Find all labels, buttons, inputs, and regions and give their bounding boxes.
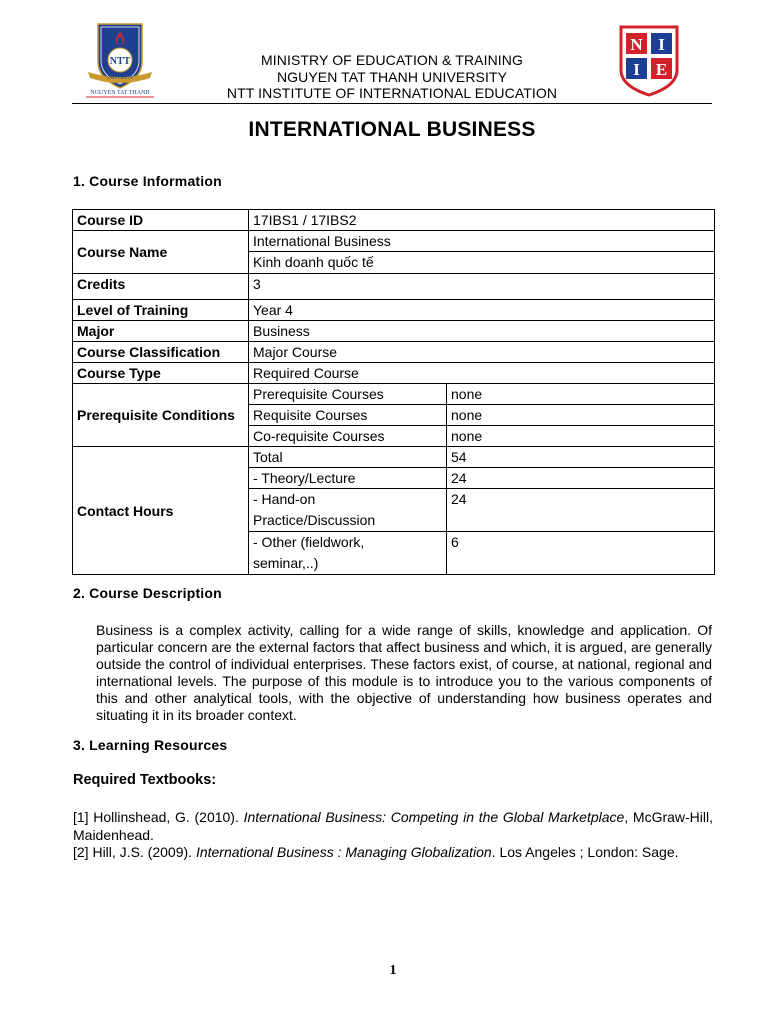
table-row [73, 342, 715, 363]
prerequisite-conditions-label: Prerequisite Conditions [73, 384, 249, 447]
course-name-vi-value: Kinh doanh quốc tế [249, 252, 715, 274]
hand-on-practice-label [249, 489, 447, 532]
theory-lecture-label: - Theory/Lecture [249, 468, 447, 489]
course-name-en-value: International Business [249, 231, 715, 252]
course-id-value: 17IBS1 / 17IBS2 [249, 210, 715, 231]
niie-letter-i1: I [658, 35, 665, 54]
institution-lines [212, 52, 572, 102]
course-description-paragraph: Business is a complex activity, calling for a wide range of skills, knowledge and application. Of particular concern are the external factors that affect business and which, it is argued, are generally outside the control of individual enterprises. These factors exist, of course, at national, regional and international levels. The purpose of this module is to introduce you to the various components of this and other analytical tools, with the objective of understanding how business operates and situating it in its broader context. [96, 622, 712, 723]
course-type-value: Required Course [249, 363, 715, 384]
table-row [73, 231, 715, 252]
section-course-information-heading: 1. Course Information [73, 173, 222, 189]
requisite-courses-value: none [447, 405, 715, 426]
table-row [73, 384, 715, 405]
course-information-table [72, 209, 715, 575]
total-hours-value: 54 [447, 447, 715, 468]
contact-hours-label: Contact Hours [73, 447, 249, 575]
corequisite-courses-label: Co-requisite Courses [249, 426, 447, 447]
other-line-2: seminar,..) [253, 555, 319, 571]
other-fieldwork-value: 6 [447, 532, 715, 575]
prerequisite-courses-value: none [447, 384, 715, 405]
table-row [73, 274, 715, 300]
table-row [73, 300, 715, 321]
credits-value: 3 [249, 274, 715, 300]
other-line-1: - Other (fieldwork, [253, 534, 365, 550]
ntt-logo-caption: NGUYEN TAT THANH [90, 90, 150, 96]
page-number: 1 [389, 963, 397, 978]
prerequisite-courses-label: Prerequisite Courses [249, 384, 447, 405]
reference-2-publisher: . Los Angeles ; London: Sage. [491, 844, 679, 860]
section-course-description-heading: 2. Course Description [73, 585, 222, 601]
page-header [72, 20, 712, 104]
corequisite-courses-value: none [447, 426, 715, 447]
ntt-logo-text: NTT [109, 56, 131, 67]
requisite-courses-label: Requisite Courses [249, 405, 447, 426]
reference-1-publisher: , McGraw-Hill, Maidenhead. [73, 809, 714, 843]
table-row [73, 447, 715, 468]
table-row [73, 363, 715, 384]
reference-item-2 [73, 844, 713, 862]
major-value: Business [249, 321, 715, 342]
level-of-training-label: Level of Training [73, 300, 249, 321]
niie-letter-e: E [655, 60, 668, 79]
ntt-logo-banner: UNIVERSITY [106, 75, 134, 80]
course-classification-value: Major Course [249, 342, 715, 363]
required-textbooks-heading: Required Textbooks: [73, 772, 217, 788]
course-id-label: Course ID [73, 210, 249, 231]
header-divider [72, 103, 712, 104]
major-label: Major [73, 321, 249, 342]
level-of-training-value: Year 4 [249, 300, 715, 321]
reference-1-author: [1] Hollinshead, G. (2010). [73, 809, 244, 825]
course-type-label: Course Type [73, 363, 249, 384]
reference-1-title: International Business: Competing in the Global Marketplace [243, 809, 625, 825]
total-hours-label: Total [249, 447, 447, 468]
ministry-line: MINISTRY OF EDUCATION & TRAINING [261, 52, 523, 68]
institute-line: NTT INSTITUTE OF INTERNATIONAL EDUCATION [226, 85, 558, 101]
ntt-university-logo [72, 20, 168, 102]
hand-on-practice-value: 24 [447, 489, 715, 532]
university-line: NGUYEN TAT THANH UNIVERSITY [276, 68, 508, 85]
section-learning-resources-heading: 3. Learning Resources [73, 737, 228, 753]
other-fieldwork-label [249, 532, 447, 575]
reference-item-1 [73, 809, 713, 844]
reference-2-title: International Business : Managing Globalization [195, 844, 492, 860]
hand-on-line-2: Practice/Discussion [253, 512, 376, 528]
course-classification-label: Course Classification [73, 342, 249, 363]
table-row [73, 210, 715, 231]
reference-list [73, 809, 713, 862]
document-title: INTERNATIONAL BUSINESS [248, 118, 536, 141]
niie-logo [618, 24, 680, 98]
reference-2-author: [2] Hill, J.S. (2009). [73, 844, 196, 860]
niie-letter-i2: I [633, 60, 640, 79]
niie-letter-n: N [630, 35, 643, 54]
credits-label: Credits [73, 274, 249, 300]
theory-lecture-value: 24 [447, 468, 715, 489]
course-name-label: Course Name [73, 231, 249, 274]
hand-on-line-1: - Hand-on [253, 491, 316, 507]
table-row [73, 321, 715, 342]
